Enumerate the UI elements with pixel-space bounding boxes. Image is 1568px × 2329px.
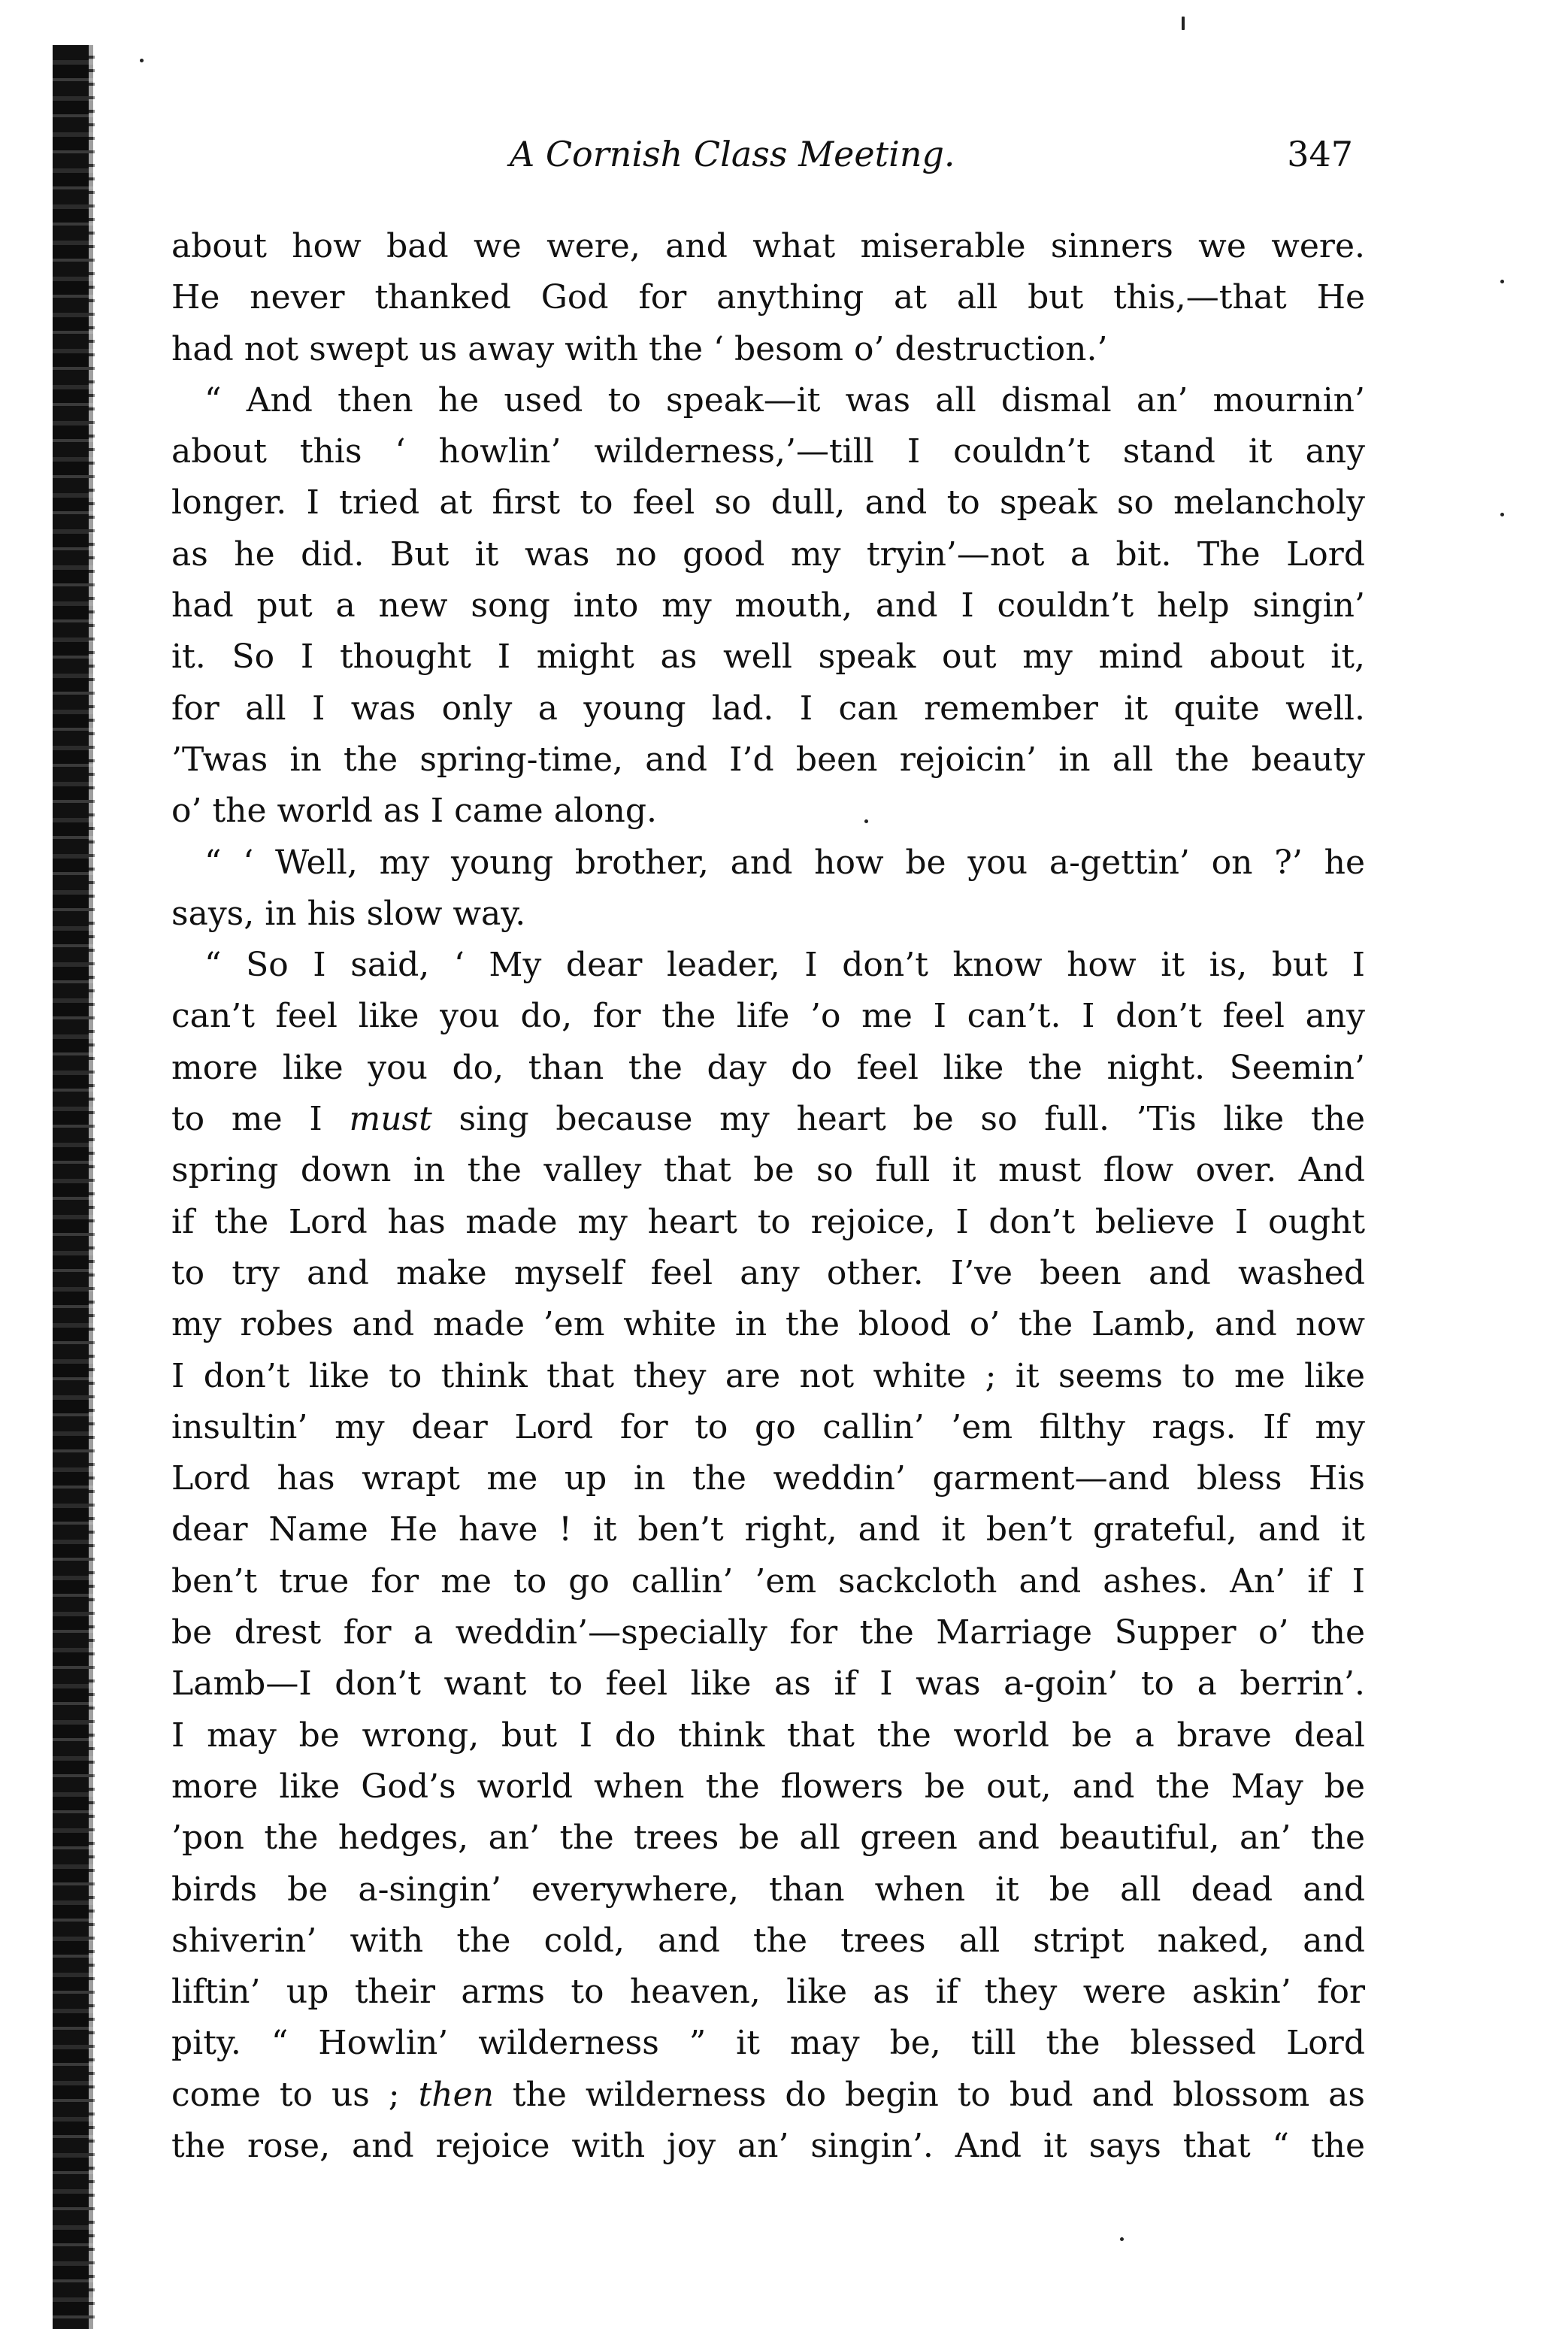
text-line: more like you do, than the day do feel like the night. Seemin’ [171,1048,1365,1087]
scan-speck [140,59,144,62]
text-line: Lamb—I don’t want to feel like as if I was a-goin’ to a berrin’. [171,1664,1365,1704]
text-line: it. So I thought I might as well speak out my mind about it, [171,638,1365,677]
text-span: the wilderness do begin to bud and blossom as [493,2075,1365,2114]
page-body [171,221,1365,2172]
text-line: spring down in the valley that be so full it must flow over. And [171,1151,1365,1190]
text-line: He never thanked God for anything at all but this,—that He [171,278,1365,317]
text-line: had not swept us away with the ‘ besom o’ destruction.’ [171,329,1108,368]
scan-speck [1500,280,1504,283]
text-line: “ So I said, ‘ My dear leader, I don’t know how it is, but I [204,946,1365,985]
text-line: pity. “ Howlin’ wilderness ” it may be, till the blessed Lord [171,2024,1365,2063]
text-line: to try and make myself feel any other. I’ve been and washed [171,1253,1365,1292]
text-line-with-italic [171,2070,1365,2121]
text-line: the rose, and rejoice with joy an’ singin’. And it says that “ the [171,2126,1365,2165]
scan-speck [1500,513,1504,516]
page-number: 347 [1287,134,1353,174]
scan-speck [864,819,868,823]
scan-speck [1120,2237,1124,2241]
text-line-with-italic [171,1094,1365,1145]
text-line: liftin’ up their arms to heaven, like as if they were askin’ for [171,1973,1365,2012]
text-span: sing because my heart be so full. ’Tis like the [431,1100,1365,1139]
running-title: A Cornish Class Meeting. [510,134,955,174]
italic-word: then [418,2075,494,2114]
text-line: for all I was only a young lad. I can remember it quite well. [171,689,1365,728]
book-binding-edge [53,45,93,2329]
text-line: “ And then he used to speak—it was all dismal an’ mournin’ [204,380,1365,419]
text-line: Lord has wrapt me up in the weddin’ garment—and bless His [171,1459,1365,1498]
text-line: more like God’s world when the flowers be out, and the May be [171,1767,1365,1806]
text-line: says, in his slow way. [171,894,526,933]
text-line: be drest for a weddin’—specially for the Marriage Supper o’ the [171,1613,1365,1652]
text-line: birds be a-singin’ everywhere, than when it be all dead and [171,1870,1365,1909]
text-line: I may be wrong, but I do think that the world be a brave deal [171,1716,1365,1755]
text-span: come to us ; [171,2075,419,2114]
binding-stitching [89,45,95,2329]
text-span: to me I [171,1100,350,1139]
text-line: dear Name He have ! it ben’t right, and it ben’t grateful, and it [171,1510,1365,1549]
text-line: “ ‘ Well, my young brother, and how be you a-gettin’ on ?’ he [204,843,1365,882]
text-line: ’Twas in the spring-time, and I’d been rejoicin’ in all the beauty [171,740,1365,779]
text-line: I don’t like to think that they are not white ; it seems to me like [171,1356,1365,1395]
text-line: ben’t true for me to go callin’ ’em sackcloth and ashes. An’ if I [171,1561,1365,1601]
text-line: about this ‘ howlin’ wilderness,’—till I couldn’t stand it any [171,432,1365,471]
text-line: insultin’ my dear Lord for to go callin’ ’em filthy rags. If my [171,1407,1365,1446]
page-header [171,134,1365,194]
text-line: about how bad we were, and what miserable sinners we were. [171,227,1365,265]
italic-word: must [349,1100,432,1139]
text-line: had put a new song into my mouth, and I couldn’t help singin’ [171,586,1365,625]
scan-speck [1182,17,1185,30]
text-line: ’pon the hedges, an’ the trees be all green and beautiful, an’ the [171,1819,1365,1858]
text-line: longer. I tried at first to feel so dull, and to speak so melancholy [171,483,1365,522]
text-line: if the Lord has made my heart to rejoice, I don’t believe I ought [171,1202,1365,1241]
text-line: shiverin’ with the cold, and the trees all stript naked, and [171,1921,1365,1960]
text-line: my robes and made ’em white in the blood o’ the Lamb, and now [171,1305,1365,1344]
text-line: as he did. But it was no good my tryin’—not a bit. The Lord [171,535,1365,574]
text-line: can’t feel like you do, for the life ’o me I can’t. I don’t feel any [171,997,1365,1036]
text-line: o’ the world as I came along. [171,792,657,831]
